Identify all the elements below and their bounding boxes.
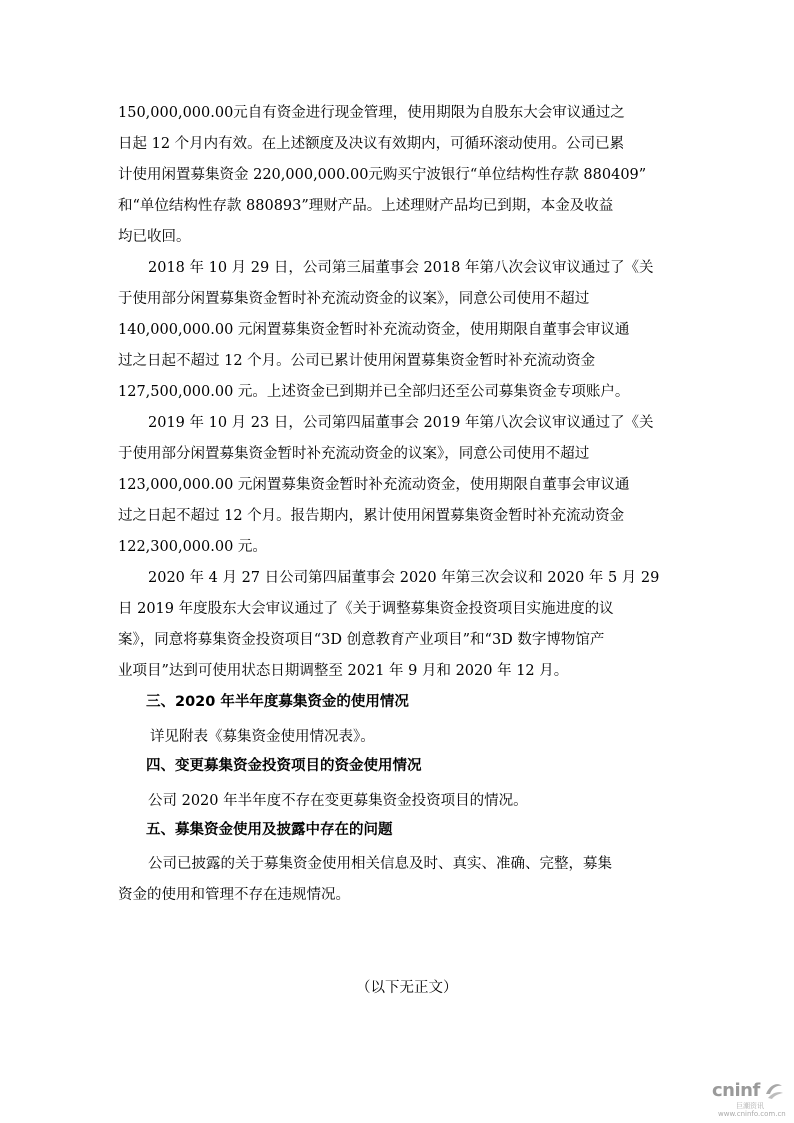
text-line: 均已收回。	[118, 229, 191, 245]
text-line: 140,000,000.00 元闲置募集资金暂时补充流动资金，使用期限自董事会审议通	[118, 322, 630, 338]
text-line: 案》，同意将募集资金投资项目“3D 创意教育产业项目”和“3D 数字博物馆产	[118, 632, 605, 648]
logo-wordmark: cninf	[712, 1080, 760, 1101]
cninfo-logo	[712, 1080, 792, 1120]
text-line: 于使用部分闲置募集资金暂时补充流动资金的议案》，同意公司使用不超过	[118, 446, 590, 462]
section-heading-4: 四、变更募集资金投资项目的资金使用情况	[146, 758, 422, 774]
text-line: 和“单位结构性存款 880893”理财产品。上述理财产品均已到期，本金及收益	[118, 198, 614, 214]
logo-subtitle: 巨潮资讯	[736, 1102, 764, 1110]
end-note: （以下无正文）	[356, 980, 458, 996]
text-line: 150,000,000.00元自有资金进行现金管理，使用期限为自股东大会审议通过之	[118, 105, 625, 121]
section-3-detail: 详见附表《募集资金使用情况表》。	[150, 729, 375, 745]
paragraph-cash-management	[118, 98, 678, 253]
text-line: 公司已披露的关于募集资金使用相关信息及时、真实、准确、完整，募集	[148, 856, 612, 872]
text-line: 2018 年 10 月 29 日，公司第三届董事会 2018 年第八次会议审议通过了《关	[148, 260, 654, 276]
text-line: 过之日起不超过 12 个月。公司已累计使用闲置募集资金暂时补充流动资金	[118, 353, 596, 369]
logo-swoosh-icon	[764, 1082, 784, 1100]
text-line: 2020 年 4 月 27 日公司第四届董事会 2020 年第三次会议和 2020 年 5 月 29	[148, 570, 660, 586]
text-line: 122,300,000.00 元。	[118, 539, 267, 555]
text-line: 2019 年 10 月 23 日，公司第四届董事会 2019 年第八次会议审议通过了《关	[148, 415, 654, 431]
paragraph-2018-working-capital	[118, 253, 678, 408]
text-line: 计使用闲置募集资金 220,000,000.00元购买宁波银行“单位结构性存款 880409”	[118, 167, 647, 183]
text-line: 123,000,000.00 元闲置募集资金暂时补充流动资金，使用期限自董事会审议通	[118, 477, 630, 493]
paragraph-2019-working-capital	[118, 408, 678, 563]
logo-url: www.cninfo.com.cn	[718, 1110, 786, 1118]
text-line: 业项目”达到可使用状态日期调整至 2021 年 9 月和 2020 年 12 月。	[118, 663, 569, 679]
text-line: 资金的使用和管理不存在违规情况。	[118, 887, 350, 903]
text-line: 于使用部分闲置募集资金暂时补充流动资金的议案》，同意公司使用不超过	[118, 291, 590, 307]
paragraph-2020-schedule-adjustment	[118, 563, 678, 687]
section-heading-3: 三、2020 年半年度募集资金的使用情况	[146, 694, 409, 710]
text-line: 过之日起不超过 12 个月。报告期内，累计使用闲置募集资金暂时补充流动资金	[118, 508, 625, 524]
section-heading-5: 五、募集资金使用及披露中存在的问题	[146, 822, 393, 838]
text-line: 127,500,000.00 元。上述资金已到期并已全部归还至公司募集资金专项账户。	[118, 384, 630, 400]
paragraph-disclosure	[118, 849, 678, 911]
text-line: 日起 12 个月内有效。在上述额度及决议有效期内，可循环滚动使用。公司已累	[118, 136, 625, 152]
section-4-detail: 公司 2020 年半年度不存在变更募集资金投资项目的情况。	[148, 793, 528, 809]
text-line: 日 2019 年度股东大会审议通过了《关于调整募集资金投资项目实施进度的议	[118, 601, 614, 617]
